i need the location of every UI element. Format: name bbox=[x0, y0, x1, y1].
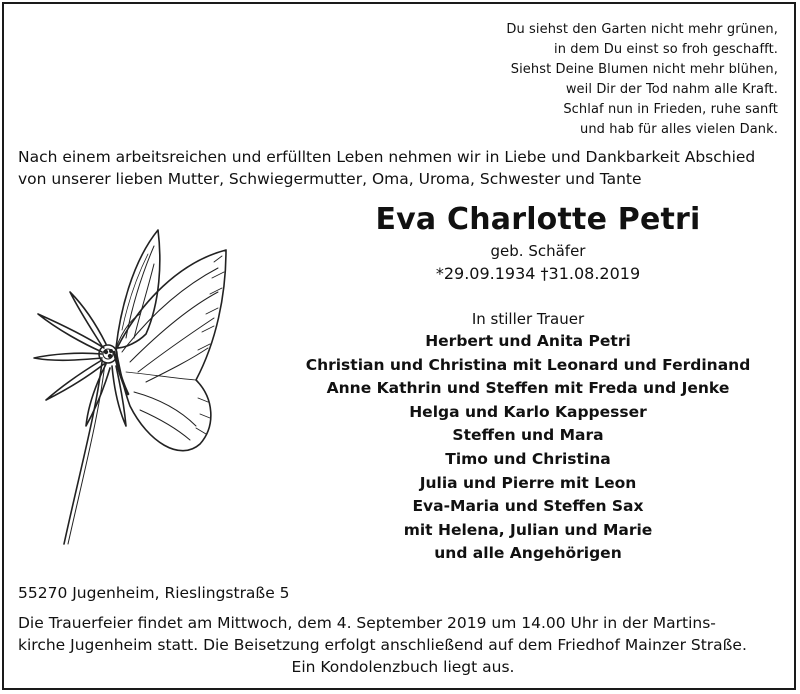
mourner-line: mit Helena, Julian und Marie bbox=[403, 520, 653, 539]
intro-line: von unserer lieben Mutter, Schwiegermutter, Oma, Uroma, Schwester und Tante bbox=[18, 170, 642, 188]
mourners-lead: In stiller Trauer bbox=[471, 310, 585, 328]
funeral-notice bbox=[18, 612, 788, 678]
deceased-info bbox=[334, 200, 742, 286]
mourner-line: Helga und Karlo Kappesser bbox=[409, 402, 647, 421]
life-dates: *29.09.1934 †31.08.2019 bbox=[435, 264, 641, 283]
address: 55270 Jugenheim, Rieslingstraße 5 bbox=[18, 584, 290, 602]
poem-line: Siehst Deine Blumen nicht mehr blühen, bbox=[510, 62, 778, 77]
obituary-border bbox=[2, 2, 796, 690]
poem bbox=[506, 20, 778, 140]
mourner-line: und alle Angehörigen bbox=[434, 544, 622, 563]
poem-line: und hab für alles vielen Dank. bbox=[580, 122, 778, 137]
funeral-line: Die Trauerfeier findet am Mittwoch, dem 4. September 2019 um 14.00 Uhr in der Martins- bbox=[18, 614, 716, 632]
poem-line: Schlaf nun in Frieden, ruhe sanft bbox=[563, 102, 778, 117]
mourner-line: Christian und Christina mit Leonard und Ferdinand bbox=[305, 355, 751, 374]
mourner-line: Timo und Christina bbox=[445, 449, 611, 468]
deceased-name: Eva Charlotte Petri bbox=[375, 202, 701, 237]
mourner-line: Steffen und Mara bbox=[452, 426, 604, 445]
mourner-line: Anne Kathrin und Steffen mit Freda und Jenke bbox=[326, 379, 730, 398]
intro-text bbox=[18, 146, 788, 190]
poem-line: in dem Du einst so froh geschafft. bbox=[553, 42, 778, 57]
mourners-list bbox=[274, 330, 782, 566]
born-name: geb. Schäfer bbox=[490, 242, 586, 260]
mourner-line: Herbert und Anita Petri bbox=[425, 332, 631, 350]
poem-line: Du siehst den Garten nicht mehr grünen, bbox=[506, 22, 778, 37]
mourner-line: Eva-Maria und Steffen Sax bbox=[412, 497, 644, 516]
condolence-note: Ein Kondolenzbuch liegt aus. bbox=[291, 658, 515, 676]
poem-line: weil Dir der Tod nahm alle Kraft. bbox=[565, 82, 778, 97]
mourner-line: Julia und Pierre mit Leon bbox=[419, 473, 637, 492]
butterfly-flower-illustration bbox=[30, 222, 240, 552]
mourners-block bbox=[274, 308, 782, 566]
funeral-line: kirche Jugenheim statt. Die Beisetzung erfolgt anschließend auf dem Friedhof Mainzer Straße. bbox=[18, 636, 747, 654]
intro-line: Nach einem arbeitsreichen und erfüllten Leben nehmen wir in Liebe und Dankbarkeit Abschied bbox=[18, 148, 756, 166]
